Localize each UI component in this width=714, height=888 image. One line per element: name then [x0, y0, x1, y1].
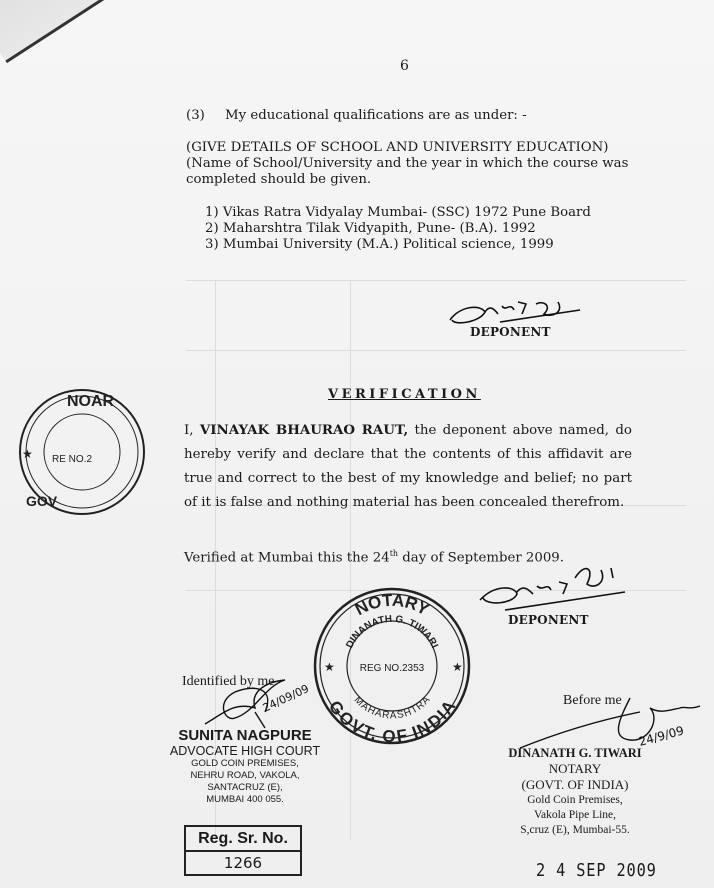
- verification-lead: I,: [184, 423, 194, 438]
- seal-reg-text: REG NO.2353: [359, 663, 425, 674]
- qualification-item: 2) Maharshtra Tilak Vidyapith, Pune- (B.A). 1992: [205, 221, 536, 236]
- reg-serial-box: [184, 825, 302, 876]
- notary-gov: (GOVT. OF INDIA): [521, 777, 629, 792]
- section-title: My educational qualifications are as under: -: [225, 108, 527, 123]
- advocate-sign-date: 24/09/09: [260, 682, 312, 715]
- notary-address-line: Vakola Pipe Line,: [533, 809, 617, 821]
- instruction-line-1: (Name of School/University and the year in which the course was: [186, 156, 629, 171]
- advocate-address-line: NEHRU ROAD, VAKOLA,: [190, 770, 300, 781]
- notary-title: NOTARY: [548, 761, 602, 776]
- verification-title: VERIFICATION: [328, 387, 481, 402]
- advocate-role: ADVOCATE HIGH COURT: [169, 744, 321, 758]
- seal-reg-text: RE NO.2: [52, 454, 93, 465]
- seal-top-text: NOTARY: [351, 590, 433, 620]
- verified-sup: th: [389, 549, 399, 558]
- deponent-label: DEPONENT: [470, 325, 551, 339]
- verification-text: the deponent above named, do hereby verify and declare that the contents of this affidavit are true and correct to the best of my knowledge and belief; no part of it is false and nothing material has been concealed therefrom.: [184, 423, 632, 510]
- bleed-through-line: [186, 350, 686, 351]
- page-number: 6: [400, 58, 409, 74]
- reg-serial-value: 1266: [223, 854, 263, 872]
- deponent-signature: [475, 562, 645, 612]
- bleed-through-line: [186, 280, 686, 281]
- reg-serial-label: Reg. Sr. No.: [186, 827, 300, 852]
- advocate-address-line: MUMBAI 400 055.: [206, 794, 284, 805]
- identified-label: Identified by me: [182, 674, 275, 689]
- notary-stamp: [505, 746, 645, 838]
- section-number: (3): [186, 108, 205, 123]
- seal-bottom-text: GOV: [26, 493, 58, 509]
- advocate-stamp: [165, 728, 325, 806]
- deponent-label: DEPONENT: [508, 613, 589, 627]
- notary-seal: [312, 586, 472, 746]
- notary-address-line: Gold Coin Premises,: [527, 794, 623, 806]
- seal-top-text: NOAR: [67, 393, 115, 410]
- instruction-line-2: completed should be given.: [186, 172, 372, 187]
- folded-page-corner: [0, 0, 166, 63]
- verified-suffix: day of September 2009.: [402, 550, 564, 566]
- deponent-name: VINAYAK BHAURAO RAUT,: [199, 422, 409, 438]
- notary-address-line: S,cruz (E), Mumbai-55.: [520, 824, 630, 836]
- qualification-item: 1) Vikas Ratra Vidyalay Mumbai- (SSC) 1972 Pune Board: [205, 205, 591, 220]
- verification-body: [184, 418, 632, 515]
- advocate-address-line: SANTACRUZ (E),: [207, 782, 283, 793]
- before-me-label: Before me: [563, 693, 622, 708]
- partial-notary-seal: [12, 378, 152, 528]
- star-icon: ★: [324, 660, 335, 674]
- seal-name-text: DINANATH G. TIWARI: [344, 613, 440, 651]
- qualification-item: 3) Mumbai University (M.A.) Political science, 1999: [205, 237, 554, 252]
- instruction-heading: (GIVE DETAILS OF SCHOOL AND UNIVERSITY EDUCATION): [186, 140, 609, 155]
- star-icon: ★: [22, 447, 33, 461]
- verified-prefix: Verified at Mumbai this the 24: [184, 550, 390, 566]
- seal-bottom-text: GOVT. OF INDIA: [324, 697, 460, 747]
- star-icon: ★: [452, 660, 463, 674]
- advocate-name: SUNITA NAGPURE: [178, 727, 312, 744]
- notary-name: DINANATH G. TIWARI: [508, 746, 642, 760]
- seal-state-text: MAHARASHTRA: [351, 694, 433, 722]
- advocate-address-line: GOLD COIN PREMISES,: [191, 758, 299, 769]
- advocate-signature: [195, 672, 325, 732]
- date-stamp: 2 4 SEP 2009: [536, 860, 657, 881]
- notary-sign-date: 24/9/09: [637, 723, 686, 749]
